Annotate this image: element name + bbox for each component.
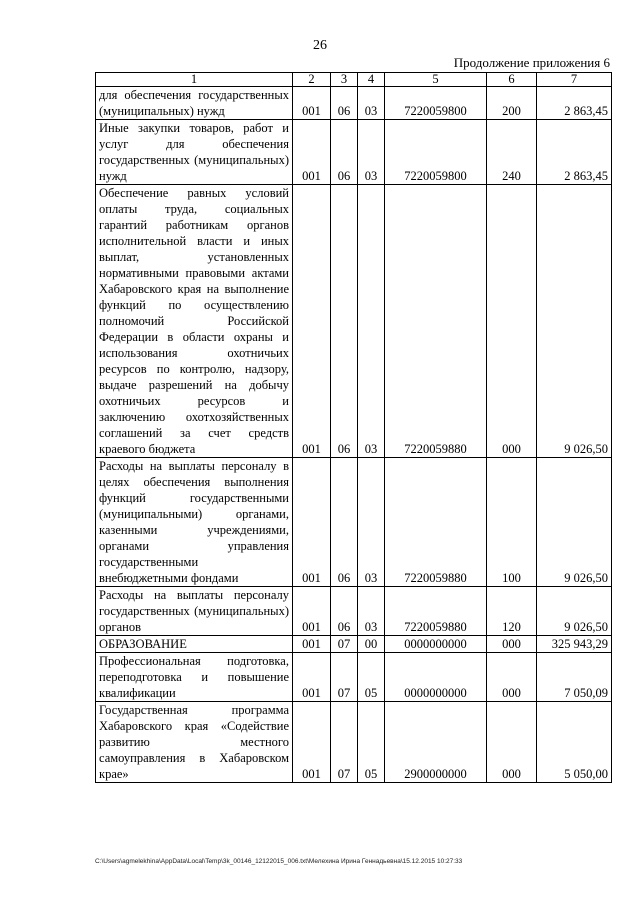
row-amount: 9 026,50	[537, 587, 612, 636]
header-col-2: 2	[293, 73, 331, 87]
row-code-expense-type: 000	[487, 702, 537, 783]
row-code-section: 07	[331, 702, 358, 783]
row-name: Расходы на выплаты персоналу государственных (муниципальных) органов	[96, 587, 293, 636]
row-code-ministry: 001	[293, 653, 331, 702]
row-name: для обеспечения государственных (муниципальных) нужд	[96, 87, 293, 120]
row-amount: 9 026,50	[537, 458, 612, 587]
row-name: Государственная программа Хабаровского края «Содействие развитию местного самоуправления в Хабаровском крае»	[96, 702, 293, 783]
row-code-subsection: 03	[358, 458, 385, 587]
row-code-section: 06	[331, 587, 358, 636]
row-code-subsection: 05	[358, 653, 385, 702]
table-row	[96, 120, 612, 185]
row-code-section: 06	[331, 87, 358, 120]
row-code-expense-type: 000	[487, 185, 537, 458]
header-col-6: 6	[487, 73, 537, 87]
row-code-section: 07	[331, 653, 358, 702]
row-code-target: 7220059880	[385, 587, 487, 636]
row-code-target: 2900000000	[385, 702, 487, 783]
table-row	[96, 458, 612, 587]
row-code-ministry: 001	[293, 702, 331, 783]
row-amount: 2 863,45	[537, 87, 612, 120]
row-code-target: 0000000000	[385, 653, 487, 702]
header-row	[96, 73, 612, 87]
row-code-expense-type: 100	[487, 458, 537, 587]
row-code-ministry: 001	[293, 185, 331, 458]
continuation-label: Продолжение приложения 6	[453, 55, 610, 70]
row-code-target: 7220059800	[385, 120, 487, 185]
table-row	[96, 87, 612, 120]
row-code-ministry: 001	[293, 87, 331, 120]
row-code-section: 07	[331, 636, 358, 653]
row-name: ОБРАЗОВАНИЕ	[96, 636, 293, 653]
header-col-1: 1	[96, 73, 293, 87]
row-code-subsection: 03	[358, 185, 385, 458]
row-amount: 325 943,29	[537, 636, 612, 653]
table-row	[96, 185, 612, 458]
row-amount: 7 050,09	[537, 653, 612, 702]
row-code-subsection: 03	[358, 120, 385, 185]
row-code-target: 7220059880	[385, 458, 487, 587]
row-code-target: 7220059800	[385, 87, 487, 120]
header-col-7: 7	[537, 73, 612, 87]
page-number: 26	[313, 38, 327, 53]
row-code-ministry: 001	[293, 458, 331, 587]
table-row	[96, 653, 612, 702]
row-code-ministry: 001	[293, 636, 331, 653]
header-col-5: 5	[385, 73, 487, 87]
row-amount: 9 026,50	[537, 185, 612, 458]
row-code-target: 7220059880	[385, 185, 487, 458]
row-code-expense-type: 000	[487, 636, 537, 653]
table-row	[96, 636, 612, 653]
row-code-expense-type: 200	[487, 87, 537, 120]
row-code-expense-type: 240	[487, 120, 537, 185]
row-code-section: 06	[331, 120, 358, 185]
budget-table	[95, 72, 612, 783]
file-path-footer: C:\Users\agmelekhina\AppData\Local\Temp\3k_00146_12122015_006.txt\Мелехина Ирина Геннадьевна\15.12.2015 10:27:33	[95, 858, 463, 865]
row-code-expense-type: 120	[487, 587, 537, 636]
row-code-section: 06	[331, 185, 358, 458]
header-col-4: 4	[358, 73, 385, 87]
row-code-expense-type: 000	[487, 653, 537, 702]
row-code-ministry: 001	[293, 120, 331, 185]
table-row	[96, 702, 612, 783]
row-amount: 2 863,45	[537, 120, 612, 185]
row-code-target: 0000000000	[385, 636, 487, 653]
row-code-subsection: 03	[358, 587, 385, 636]
row-name: Иные закупки товаров, работ и услуг для обеспечения государственных (муниципальных) нужд	[96, 120, 293, 185]
row-code-section: 06	[331, 458, 358, 587]
row-code-subsection: 03	[358, 87, 385, 120]
table-row	[96, 587, 612, 636]
row-code-ministry: 001	[293, 587, 331, 636]
row-code-subsection: 05	[358, 702, 385, 783]
row-name: Профессиональная подготовка, переподготовка и повышение квалификации	[96, 653, 293, 702]
row-name: Обеспечение равных условий оплаты труда, социальных гарантий работникам органов исполнительной власти и иных выплат, установленных нормативными правовыми актами Хабаровского края на выполнение функций по осуществлению полномочий Российской Федерации в области охраны и использования охотничьих ресурсов по контролю, надзору, выдаче разрешений на добычу охотничьих ресурсов и заключению охотхозяйственных соглашений за счет средств краевого бюджета	[96, 185, 293, 458]
row-name: Расходы на выплаты персоналу в целях обеспечения выполнения функций государственными (муниципальными) органами, казенными учреждениями, органами управления государственными внебюджетными фондами	[96, 458, 293, 587]
header-col-3: 3	[331, 73, 358, 87]
row-code-subsection: 00	[358, 636, 385, 653]
row-amount: 5 050,00	[537, 702, 612, 783]
